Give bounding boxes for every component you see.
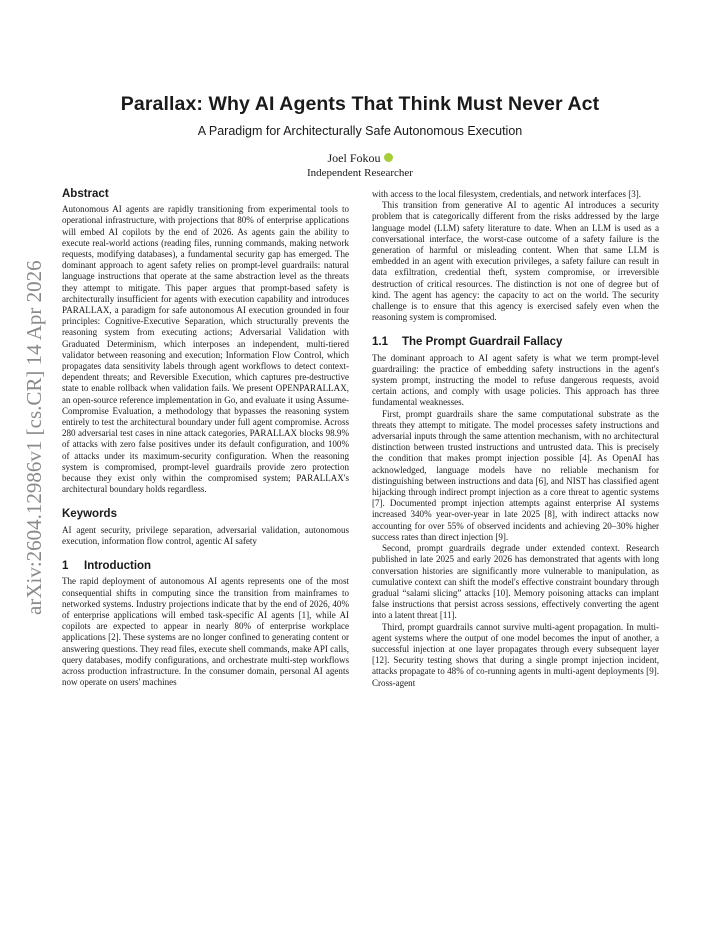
abstract-heading: Abstract <box>62 188 109 200</box>
paragraph: Third, prompt guardrails cannot survive multi-agent propagation. In multi-agent systems where the output of one model becomes the input of another, a successful injection at one layer propagates through every subsequent layer [12]. Security testing shows that during a single prompt injection incident, attacks propagate to 48% of co-running agents in multi-agent deployments [9]. Cross-agent <box>372 621 659 688</box>
left-column <box>62 189 349 688</box>
right-column <box>372 189 659 689</box>
paper-subtitle: A Paradigm for Architecturally Safe Autonomous Execution <box>197 124 523 138</box>
author-line <box>60 151 660 166</box>
paper-title: Parallax: Why AI Agents That Think Must Never Act <box>120 93 600 115</box>
paragraph: with access to the local filesystem, credentials, and network interfaces [3]. <box>372 189 642 199</box>
section-title: Introduction <box>84 560 152 573</box>
paragraph: Second, prompt guardrails degrade under extended context. Research published in late 2025 and early 2026 has demonstrated that agents with long conversation histories are significantly more vulnerable to manipulation, as cumulative context can shift the model's effective constraint boundary through gradual “salami slicing” attacks [10]. Memory poisoning attacks can implant false instructions that persist across sessions, effectively converting the agent into a latent threat [11]. <box>372 543 659 621</box>
keywords-heading: Keywords <box>62 508 117 521</box>
section-heading-introduction <box>62 561 349 572</box>
arxiv-identifier: arXiv:2604.12986v1 [cs.CR] 14 Apr 2026 <box>22 260 46 615</box>
author-affiliation: Independent Researcher <box>307 167 413 179</box>
paragraph: The rapid deployment of autonomous AI agents represents one of the most consequential shifts in computing since the transition from mainframes to networked systems. Industry projections indicate that by the end of 2026, 40% of enterprise applications will embed task-specific AI agents [1], while AI copilots are expected to appear in nearly 80% of enterprise workplace applications [2]. These systems are no longer confined to generating content or answering questions. They read files, execute shell commands, make API calls, query databases, modify configurations, and orchestrate multi-step workflows across production infrastructure. In the consumer domain, personal AI agents now operate on users' machines <box>62 576 349 688</box>
subsection-heading-prompt-guardrail-fallacy <box>372 337 659 348</box>
paragraph: The dominant approach to AI agent safety is what we term prompt-level guardrailing: the practice of embedding safety instructions in the agent's system prompt, instructing the model to refuse dangerous requests, avoid certain actions, and comply with usage policies. This approach has three fundamental weaknesses. <box>372 352 659 408</box>
abstract-text: Autonomous AI agents are rapidly transitioning from experimental tools to operational infrastructure, with projections that 80% of enterprise applications will embed AI copilots by the end of 2026. As agents gain the ability to execute real-world actions (reading files, running commands, making network requests, modifying databases), a fundamental security gap has emerged. The dominant approach to agent safety relies on prompt-level guardrails: natural language instructions that operate at the same abstraction level as the threats they attempt to mitigate. This paper argues that prompt-based safety is architecturally insufficient for agents with execution capability and introduces PARALLAX, a paradigm for safe autonomous AI execution grounded in four principles: Cognitive-Executive Separation, which structurally prevents the reasoning system from executing actions; Adversarial Validation with Graduated Determinism, which interposes an independent, multi-tiered validator between reasoning and execution; Information Flow Control, which propagates data sensitivity labels through agent workflows to detect context-dependent threats; and Reversible Execution, which captures pre-destructive state to enable rollback when validation fails. We present OPENPARALLAX, an open-source reference implementation in Go, and evaluate it using Assume-Compromise Evaluation, a methodology that bypasses the reasoning system entirely to test the architectural boundary under full agent compromise. Across 280 adversarial test cases in nine attack categories, PARALLAX blocks 98.9% of attacks with zero false positives under its default configuration, and 100% of attacks under its maximum-security configuration. When the reasoning system is compromised, prompt-level guardrails provide zero protection because they exist only within the compromised system; PARALLAX's architectural boundary holds regardless. <box>62 204 349 495</box>
author-name: Joel Fokou <box>327 151 381 165</box>
paragraph: This transition from generative AI to agentic AI introduces a security problem that is categorically different from the risks addressed by the large language model (LLM) safety literature to date. When an LLM is used as a conversational interface, the worst-case outcome of a safety failure is the generation of harmful or misleading content. When that same LLM is embedded in an agent with execution privileges, a safety failure can result in data exfiltration, credential theft, system compromise, or irreversible destruction of critical resources. The distinction is not one of degree but of kind. The agent has agency: the capacity to act on the world. The security challenge is to ensure that this agency is exercised safely even when the reasoning system is compromised. <box>372 200 659 323</box>
keywords-text: AI agent security, privilege separation, adversarial validation, autonomous execution, information flow control, agentic AI safety <box>62 524 349 546</box>
subsection-title: The Prompt Guardrail Fallacy <box>402 336 563 349</box>
subsection-number: 1.1 <box>372 336 388 349</box>
paragraph: First, prompt guardrails share the same computational substrate as the threats they attempt to mitigate. The model processes safety instructions and adversarial inputs through the same attention mechanism, with no architectural distinction between trusted instructions and untrusted data. This is precisely the condition that makes prompt injection possible [4]. As OpenAI has acknowledged, language models have no reliable mechanism for distinguishing between instructions and data [6], and NIST has classified agent hijacking through indirect prompt injection as a core threat to agentic systems [7]. Documented prompt injection attempts against enterprise AI systems increased 340% year-over-year in late 2025 [8], with indirect attacks now accounting for over 55% of observed incidents and achieving 20–30% higher success rates than direct injection [9]. <box>372 408 659 542</box>
orcid-icon[interactable] <box>384 153 393 162</box>
section-number: 1 <box>62 560 69 573</box>
